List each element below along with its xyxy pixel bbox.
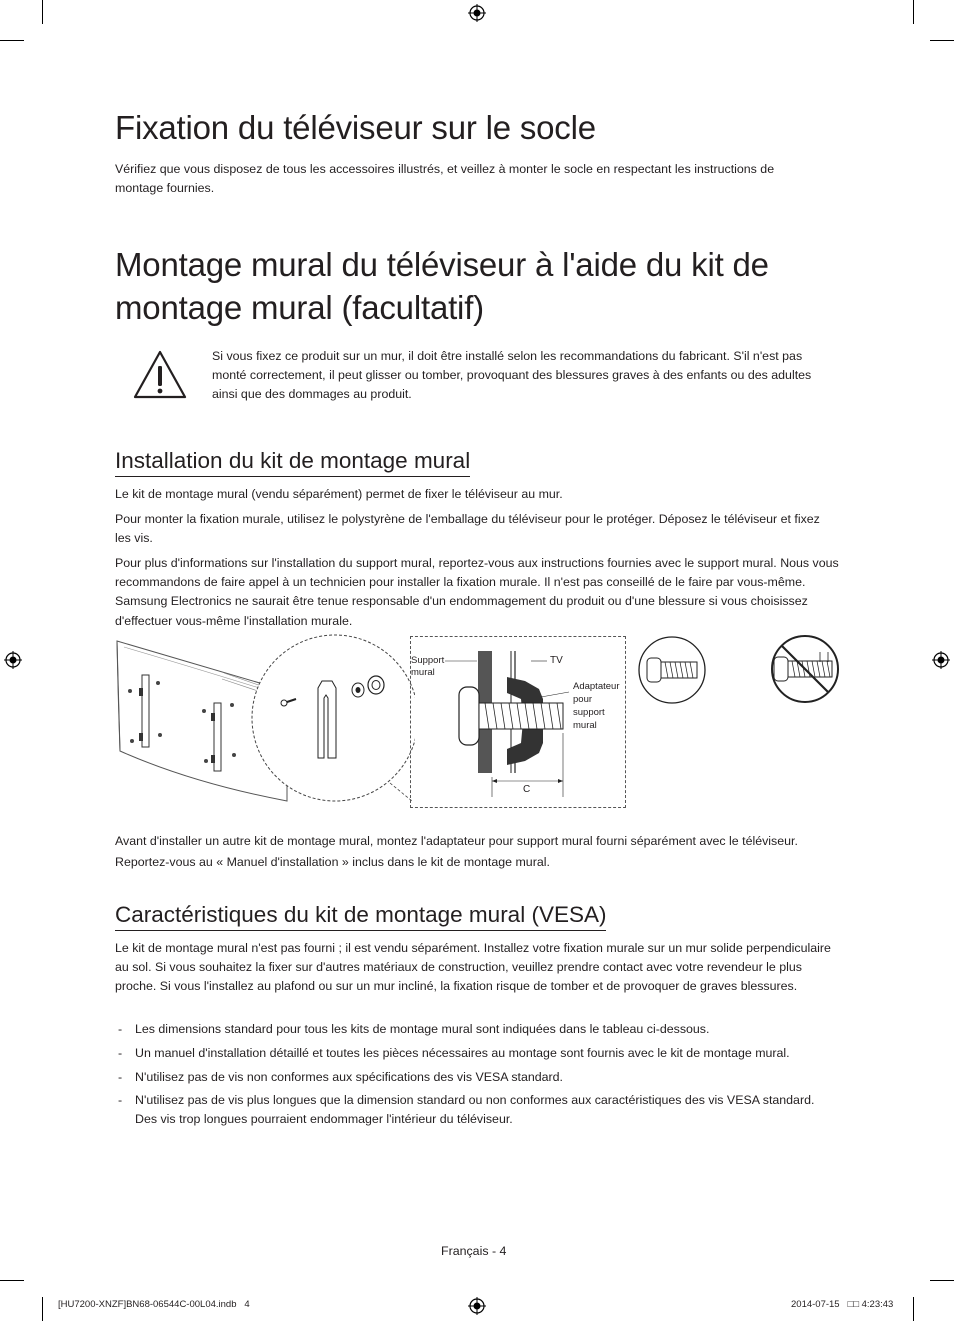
zoom-detail-illustration [240, 633, 415, 813]
crop-mark [930, 40, 954, 41]
page-title: Fixation du téléviseur sur le socle [115, 109, 596, 146]
list-item-text: Un manuel d'installation détaillé et toutes les pièces nécessaires au montage sont fournis avec le kit de montage mural. [135, 1046, 790, 1060]
screw-correct-icon [637, 636, 707, 704]
crop-mark [42, 0, 43, 24]
install-heading: Installation du kit de montage mural [115, 447, 470, 477]
crop-mark [930, 1280, 954, 1281]
install-p2: Pour monter la fixation murale, utilisez le polystyrène de l'emballage du téléviseur pour le protéger. Déposez le téléviseur et fixez les vis. [115, 512, 820, 546]
install-p1: Le kit de montage mural (vendu séparément) permet de fixer le téléviseur au mur. [115, 487, 563, 501]
registration-mark-icon [468, 4, 486, 22]
vesa-p1: Le kit de montage mural n'est pas fourni ; il est vendu séparément. Installez votre fixation murale sur un mur solide perpendiculaire au sol. Si vous souhaitez la fixer sur d'autres matériaux de construction, veuillez prendre contact avec votre revendeur le plus proche. Si vous l'installez au plafond ou sur un mur incliné, la fixation risque de tomber et de provoquer de graves blessures. [115, 941, 831, 994]
list-dash: - [118, 1093, 123, 1107]
label-tv: TV [550, 655, 563, 666]
list-item-text: N'utilisez pas de vis non conformes aux spécifications des vis VESA standard. [135, 1070, 563, 1084]
intro-text: Vérifiez que vous disposez de tous les accessoires illustrés, et veillez à monter le socle en respectant les instructions de montage fournies. [115, 162, 775, 196]
registration-mark-icon [468, 1297, 486, 1315]
crop-mark [0, 1280, 24, 1281]
vesa-heading: Caractéristiques du kit de montage mural (VESA) [115, 901, 606, 931]
screw-prohibited-icon [770, 634, 840, 704]
section-title: Montage mural du téléviseur à l'aide du kit de montage mural (facultatif) [115, 246, 769, 326]
file-info: [HU7200-XNZF]BN68-06544C-00L04.indb 4 [58, 1299, 250, 1310]
label-adapter: Adaptateur pour support mural [573, 681, 620, 731]
warning-icon [132, 349, 188, 401]
crop-mark [0, 40, 24, 41]
registration-mark-icon [932, 651, 950, 669]
install-p4: Avant d'installer un autre kit de montage mural, montez l'adaptateur pour support mural fourni séparément avec le téléviseur. Reportez-vous au « Manuel d'installation » inclus dans le kit de montage mural. [115, 834, 798, 869]
label-support-mural: Support mural [411, 655, 445, 678]
list-dash: - [118, 1046, 123, 1060]
list-dash: - [118, 1022, 123, 1036]
crop-mark [42, 1297, 43, 1321]
warning-text: Si vous fixez ce produit sur un mur, il doit être installé selon les recommandations du fabricant. S'il n'est pas monté correctement, il peut glisser ou tomber, provoquant des blessures graves à des enfants ou des adultes ainsi que des dommages au produit. [212, 349, 812, 402]
list-item-text: Les dimensions standard pour tous les kits de montage mural sont indiquées dans le tableau ci-dessous. [135, 1022, 710, 1036]
list-dash: - [118, 1070, 123, 1084]
crop-mark [913, 1297, 914, 1321]
crop-mark [913, 0, 914, 24]
print-timestamp: 2014-07-15 □□ 4:23:43 [791, 1299, 894, 1310]
registration-mark-icon [4, 651, 22, 669]
list-item-text: N'utilisez pas de vis plus longues que la dimension standard ou non conformes aux caractéristiques des vis VESA standard. Des vis trop longues pourraient endommager l'intérieur du téléviseur. [135, 1093, 815, 1127]
page-number: Français - 4 [441, 1244, 507, 1258]
install-p3: Pour plus d'informations sur l'installation du support mural, reportez-vous aux instructions fournies avec le support mural. Nous vous recommandons de faire appel à un technicien pour installer la fixation murale. Il n'est pas conseillé de le faire par vous-même. Samsung Electronics ne saurait être tenue responsable d'un endommagement du produit ou d'une blessure si vous choisissez d'effectuer vous-même l'installation murale. [115, 556, 839, 628]
label-c: C [523, 784, 531, 795]
